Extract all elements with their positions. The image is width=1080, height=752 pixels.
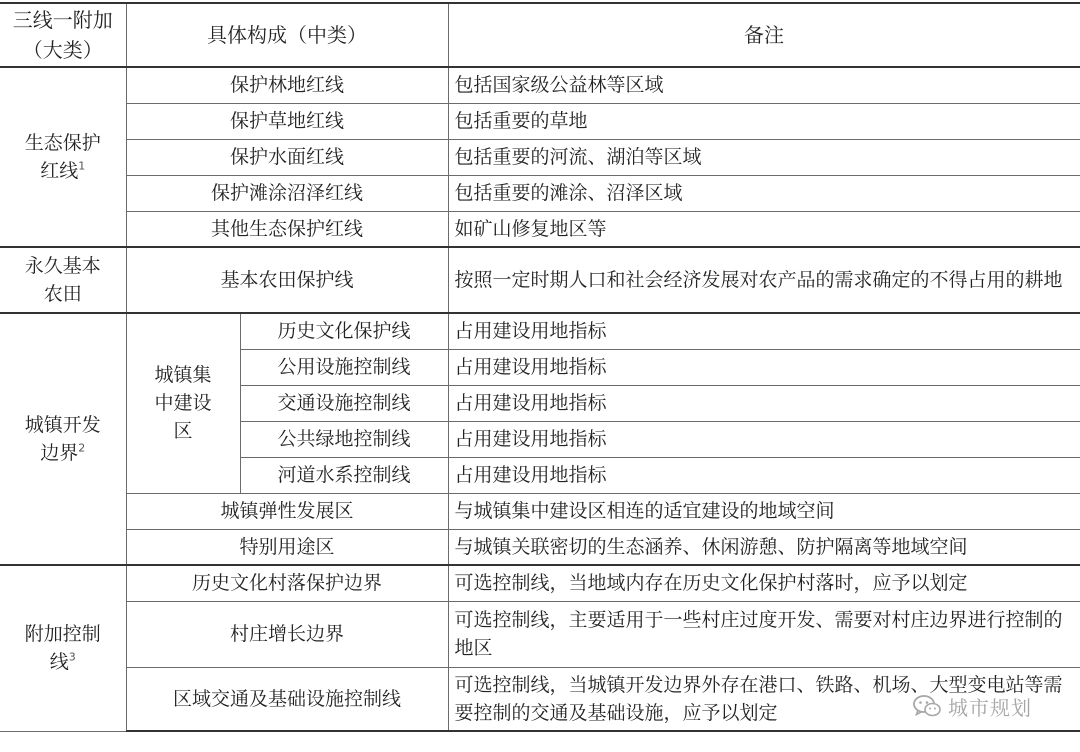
note-cell: 可选控制线，当城镇开发边界外存在港口、铁路、机场、大型变电站等需要控制的交通及基础设施，应予以划定 [448,667,1080,731]
header-composition-label: 具体构成（中类） [207,23,367,47]
header-category-label: 三线一附加（大类） [12,8,113,62]
item-cell: 公共绿地控制线 [240,421,448,457]
subcategory-urban-core-label: 城镇集中建设区 [154,364,212,443]
category-farm-label: 永久基本农田 [24,255,101,305]
watermark [912,688,1072,724]
item-cell: 保护水面红线 [126,139,448,175]
note-cell: 按照一定时期人口和社会经济发展对农产品的需求确定的不得占用的耕地 [448,247,1080,313]
category-urban-label: 城镇开发边界 [24,414,101,464]
item-cell: 河道水系控制线 [240,457,448,493]
category-urban [0,313,126,565]
header-category [0,3,126,67]
item-cell: 交通设施控制线 [240,385,448,421]
table-row [0,313,1080,349]
watermark-text: 城市规划 [948,695,1032,720]
item-cell: 历史文化保护线 [240,313,448,349]
note-cell: 可选控制线，当地域内存在历史文化保护村落时，应予以划定 [448,565,1080,601]
note-cell: 包括国家级公益林等区域 [448,67,1080,103]
item-cell: 历史文化村落保护边界 [126,565,448,601]
item-cell: 基本农田保护线 [126,247,448,313]
note-cell: 包括重要的草地 [448,103,1080,139]
note-cell: 占用建设用地指标 [448,457,1080,493]
header-composition [126,3,448,67]
footnote-2: 2 [78,441,86,455]
item-cell: 公用设施控制线 [240,349,448,385]
table-row [0,103,1080,139]
note-cell: 如矿山修复地区等 [448,211,1080,247]
item-cell: 其他生态保护红线 [126,211,448,247]
table-row [0,139,1080,175]
table-row [0,493,1080,529]
item-cell: 保护滩涂沼泽红线 [126,175,448,211]
table-row [0,211,1080,247]
category-extra-label: 附加控制线 [24,623,101,674]
note-cell: 占用建设用地指标 [448,421,1080,457]
note-cell: 与城镇关联密切的生态涵养、休闲游憩、防护隔离等地域空间 [448,529,1080,565]
category-eco-label: 生态保护红线 [24,132,101,182]
item-cell: 村庄增长边界 [126,601,448,667]
table-row [0,175,1080,211]
item-cell: 区域交通及基础设施控制线 [126,667,448,731]
header-note [448,3,1080,67]
note-cell: 占用建设用地指标 [448,349,1080,385]
note-cell: 包括重要的滩涂、沼泽区域 [448,175,1080,211]
table-row [0,67,1080,103]
item-cell: 城镇弹性发展区 [126,493,448,529]
note-cell: 占用建设用地指标 [448,385,1080,421]
footnote-1: 1 [78,159,86,173]
note-cell: 可选控制线，主要适用于一些村庄过度开发、需要对村庄边界进行控制的地区 [448,601,1080,667]
category-farm [0,247,126,313]
footnote-3: 3 [68,650,76,664]
note-cell: 占用建设用地指标 [448,313,1080,349]
note-cell: 与城镇集中建设区相连的适宜建设的地域空间 [448,493,1080,529]
item-cell: 保护草地红线 [126,103,448,139]
table-row [0,601,1080,667]
category-extra [0,565,126,731]
planning-lines-table [0,2,1080,732]
table-row [0,529,1080,565]
subcategory-urban-core [126,313,240,493]
table-header-row [0,3,1080,67]
category-eco [0,67,126,247]
note-cell: 包括重要的河流、湖泊等区域 [448,139,1080,175]
table-row [0,565,1080,601]
header-note-label: 备注 [744,23,784,47]
item-cell: 保护林地红线 [126,67,448,103]
item-cell: 特别用途区 [126,529,448,565]
wechat-icon [912,693,942,719]
table-row [0,247,1080,313]
